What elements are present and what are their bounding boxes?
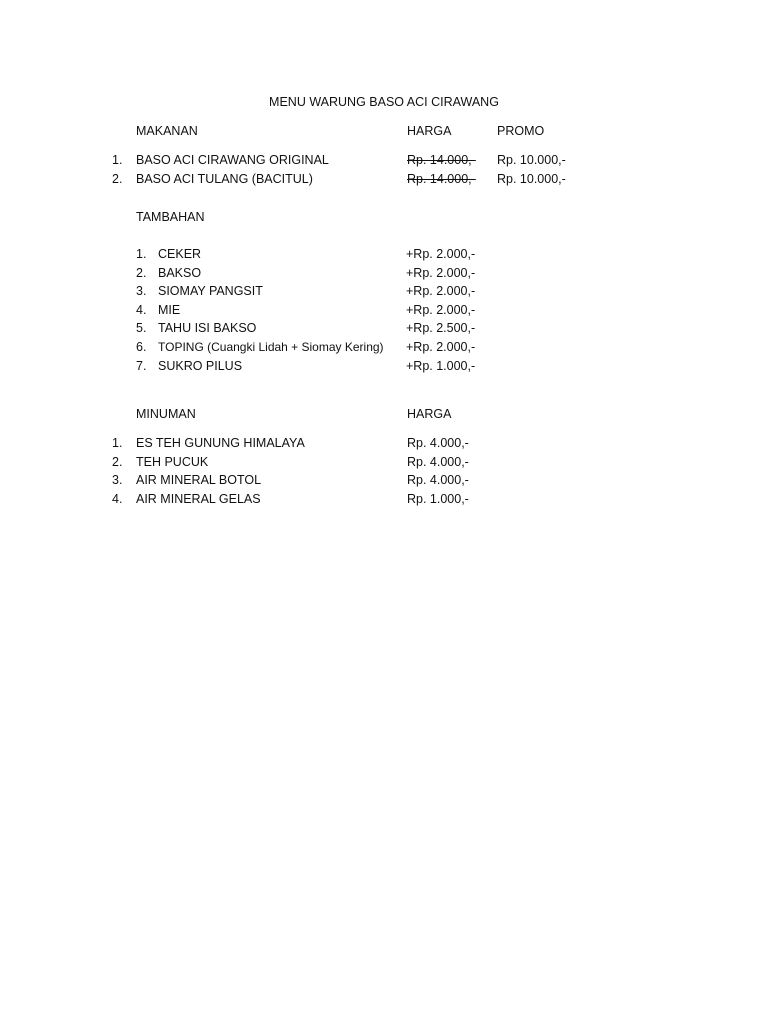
makanan-heading: MAKANAN bbox=[136, 124, 198, 138]
item-name: BASO ACI CIRAWANG ORIGINAL bbox=[136, 153, 329, 167]
item-name: TOPING (Cuangki Lidah + Siomay Kering) bbox=[158, 340, 384, 354]
item-name: MIE bbox=[158, 303, 181, 317]
item-price: Rp. 1.000,- bbox=[407, 492, 469, 506]
item-number: 2. bbox=[136, 266, 147, 280]
item-price: Rp. 4.000,- bbox=[407, 473, 469, 487]
item-price: +Rp. 1.000,- bbox=[406, 359, 476, 373]
item-name: ES TEH GUNUNG HIMALAYA bbox=[136, 436, 305, 450]
item-name: BASO ACI TULANG (BACITUL) bbox=[136, 172, 313, 186]
item-price: +Rp. 2.000,- bbox=[406, 340, 476, 354]
item-price: +Rp. 2.000,- bbox=[406, 247, 476, 261]
minuman-price-heading: HARGA bbox=[407, 407, 452, 421]
item-price: +Rp. 2.500,- bbox=[406, 321, 476, 335]
makanan-promo-heading: PROMO bbox=[497, 124, 545, 138]
item-name: AIR MINERAL BOTOL bbox=[136, 473, 262, 487]
item-name: AIR MINERAL GELAS bbox=[136, 492, 261, 506]
item-number: 3. bbox=[136, 284, 147, 298]
item-number: 1. bbox=[112, 153, 123, 167]
item-number: 5. bbox=[136, 321, 147, 335]
makanan-price-heading: HARGA bbox=[407, 124, 452, 138]
item-original-price: Rp. 14.000,- bbox=[407, 153, 476, 167]
item-original-price: Rp. 14.000,- bbox=[407, 172, 476, 186]
item-name: BAKSO bbox=[158, 266, 202, 280]
item-name: TEH PUCUK bbox=[136, 455, 209, 469]
item-price: Rp. 4.000,- bbox=[407, 436, 469, 450]
item-price: +Rp. 2.000,- bbox=[406, 266, 476, 280]
item-number: 1. bbox=[136, 247, 147, 261]
item-number: 4. bbox=[136, 303, 147, 317]
item-price: +Rp. 2.000,- bbox=[406, 284, 476, 298]
item-number: 3. bbox=[112, 473, 123, 487]
item-name: TAHU ISI BAKSO bbox=[158, 321, 257, 335]
tambahan-heading: TAMBAHAN bbox=[136, 210, 205, 224]
item-price: +Rp. 2.000,- bbox=[406, 303, 476, 317]
item-number: 2. bbox=[112, 172, 123, 186]
item-name: SIOMAY PANGSIT bbox=[158, 284, 263, 298]
menu-title: MENU WARUNG BASO ACI CIRAWANG bbox=[269, 95, 499, 109]
item-number: 2. bbox=[112, 455, 123, 469]
item-promo-price: Rp. 10.000,- bbox=[497, 172, 566, 186]
item-number: 1. bbox=[112, 436, 123, 450]
item-number: 6. bbox=[136, 340, 147, 354]
item-name: SUKRO PILUS bbox=[158, 359, 243, 373]
minuman-heading: MINUMAN bbox=[136, 407, 196, 421]
item-promo-price: Rp. 10.000,- bbox=[497, 153, 566, 167]
item-number: 7. bbox=[136, 359, 147, 373]
item-number: 4. bbox=[112, 492, 123, 506]
item-name: CEKER bbox=[158, 247, 202, 261]
item-price: Rp. 4.000,- bbox=[407, 455, 469, 469]
